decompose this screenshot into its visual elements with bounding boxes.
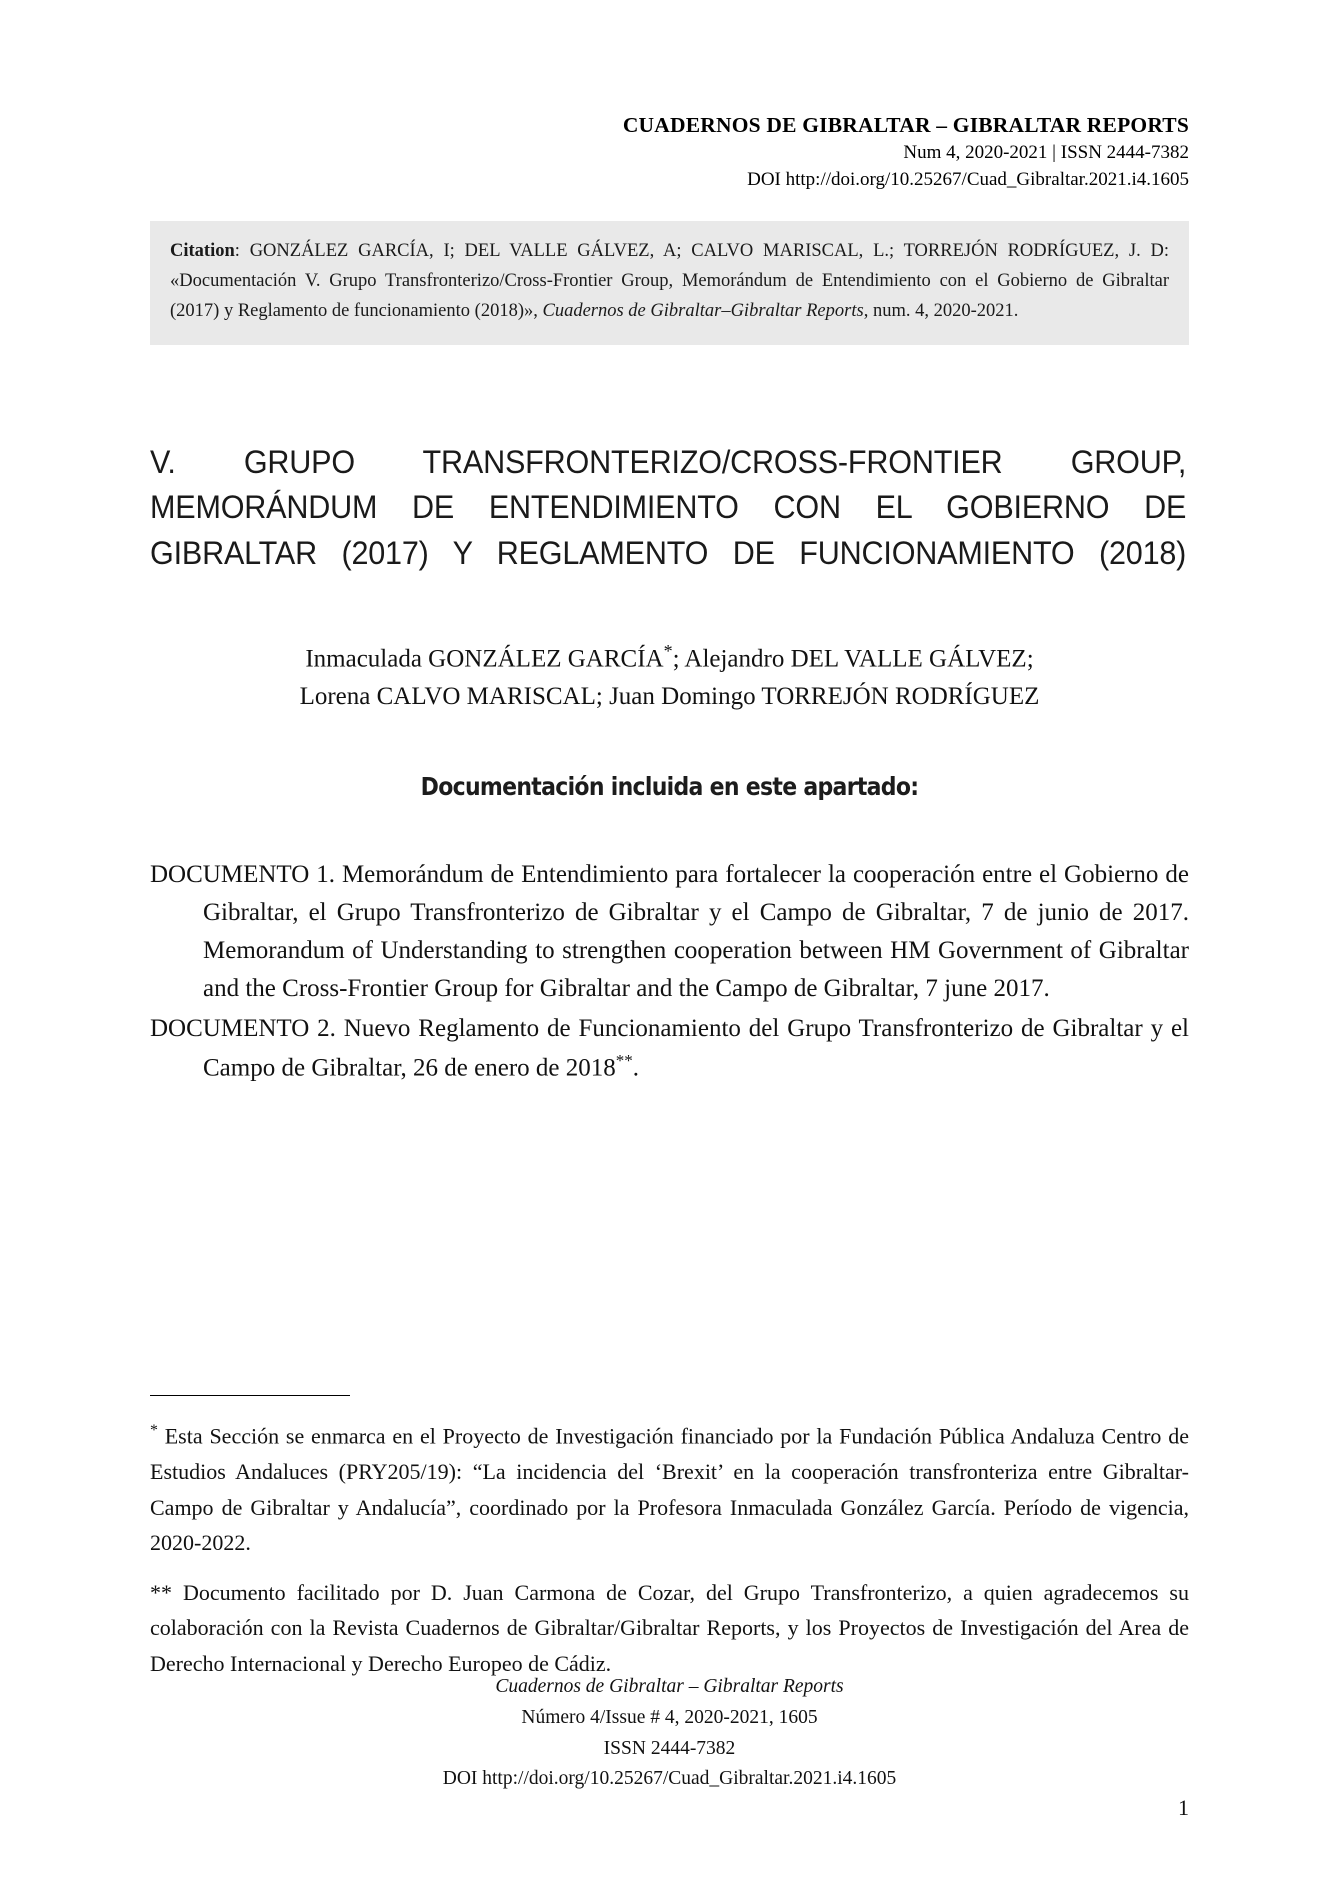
author-block	[150, 638, 1189, 715]
footer-doi: DOI http://doi.org/10.25267/Cuad_Gibraltar.2021.i4.1605	[442, 1768, 897, 1790]
author-line-1-names: Inmaculada GONZÁLEZ GARCÍA	[305, 645, 664, 673]
citation-authors: GONZÁLEZ GARCÍA, I; DEL VALLE GÁLVEZ, A; CALVO MARISCAL, L.; TORREJÓN RODRÍGUEZ, J. D:	[249, 240, 1170, 261]
footnote-1	[150, 1418, 1189, 1561]
document-2-text: DOCUMENTO 2. Nuevo Reglamento de Funcionamiento del Grupo Transfronterizo de Gibraltar y el Campo de Gibraltar, 26 de enero de 2018	[150, 1014, 1189, 1081]
page-title: V. GRUPO TRANSFRONTERIZO/CROSS-FRONTIER GROUP, MEMORÁNDUM DE ENTENDIMIENTO CON EL GOBIERNO DE GIBRALTAR (2017) Y REGLAMENTO DE FUNCIONAMIENTO (2018)	[150, 443, 1187, 571]
header-doi-line: DOI http://doi.org/10.25267/Cuad_Gibraltar.2021.i4.1605	[747, 169, 1189, 191]
citation-label: Citation	[170, 240, 235, 261]
footnote-separator-rule	[150, 1395, 350, 1396]
citation-journal: Cuadernos de Gibraltar–Gibraltar Reports	[542, 300, 864, 321]
author-line-1-rest: ; Alejandro DEL VALLE GÁLVEZ;	[672, 645, 1034, 673]
footnote-1-text: Esta Sección se enmarca en el Proyecto de Investigación financiado por la Fundación Pública Andaluza Centro de Estudios Andaluces (PRY205/19): “La incidencia del ‘Brexit’ en la cooperación transfronteriza entre Gibraltar-Campo de Gibraltar y Andalucía”, coordinado por la Profesora Inmaculada González García. Período de vigencia, 2020-2022.	[150, 1423, 1189, 1556]
page-footer	[0, 1672, 1339, 1795]
page-number: 1	[1178, 1795, 1189, 1820]
footnote-2-marker: **	[150, 1579, 172, 1605]
footnote-2	[150, 1575, 1189, 1682]
citation-work-title: «Documentación V. Grupo Transfronterizo/Cross-Frontier Group, Memorándum de Entendimiento con el Gobierno de Gibraltar (2017) y Reglamento de funcionamiento (2018)»,	[170, 270, 1169, 321]
citation-text	[170, 237, 1169, 327]
list-item	[150, 1010, 1189, 1087]
document-list	[150, 856, 1189, 1087]
document-2-tail: .	[632, 1053, 640, 1081]
document-2-footnote-marker: **	[615, 1050, 633, 1070]
list-item	[150, 856, 1189, 1008]
citation-tail: , num. 4, 2020-2021.	[863, 300, 1019, 321]
footnotes-section	[150, 1395, 1189, 1696]
journal-title: CUADERNOS DE GIBRALTAR – GIBRALTAR REPORTS	[622, 113, 1189, 137]
footer-issue: Número 4/Issue # 4, 2020-2021, 1605	[521, 1706, 818, 1728]
issue-line: Num 4, 2020-2021 | ISSN 2444-7382	[903, 141, 1189, 163]
footnote-1-marker: *	[150, 1422, 158, 1439]
section-heading: Documentación incluida en este apartado:	[420, 771, 919, 801]
author-line-2: Lorena CALVO MARISCAL; Juan Domingo TORREJÓN RODRÍGUEZ	[299, 683, 1040, 711]
footer-journal-name: Cuadernos de Gibraltar – Gibraltar Reports	[495, 1676, 844, 1697]
footnote-2-text: Documento facilitado por D. Juan Carmona de Cozar, del Grupo Transfronterizo, a quien agradecemos su colaboración con la Revista Cuadernos de Gibraltar/Gibraltar Reports, y los Proyectos de Investigación del Area de Derecho Internacional y Derecho Europeo de Cádiz.	[150, 1579, 1189, 1677]
citation-separator: :	[234, 240, 250, 261]
document-1-text: DOCUMENTO 1. Memorándum de Entendimiento para fortalecer la cooperación entre el Gobierno de Gibraltar, el Grupo Transfronterizo de Gibraltar y el Campo de Gibraltar, 7 de junio de 2017. Memorandum of Understanding to strengthen cooperation between HM Government of Gibraltar and the Cross-Frontier Group for Gibraltar and the Campo de Gibraltar, 7 june 2017.	[150, 860, 1189, 1002]
citation-box	[150, 221, 1189, 345]
page-header	[150, 0, 1189, 194]
author-footnote-marker: *	[663, 641, 673, 662]
author-line-1	[150, 638, 1189, 678]
footer-issn: ISSN 2444-7382	[603, 1737, 736, 1759]
